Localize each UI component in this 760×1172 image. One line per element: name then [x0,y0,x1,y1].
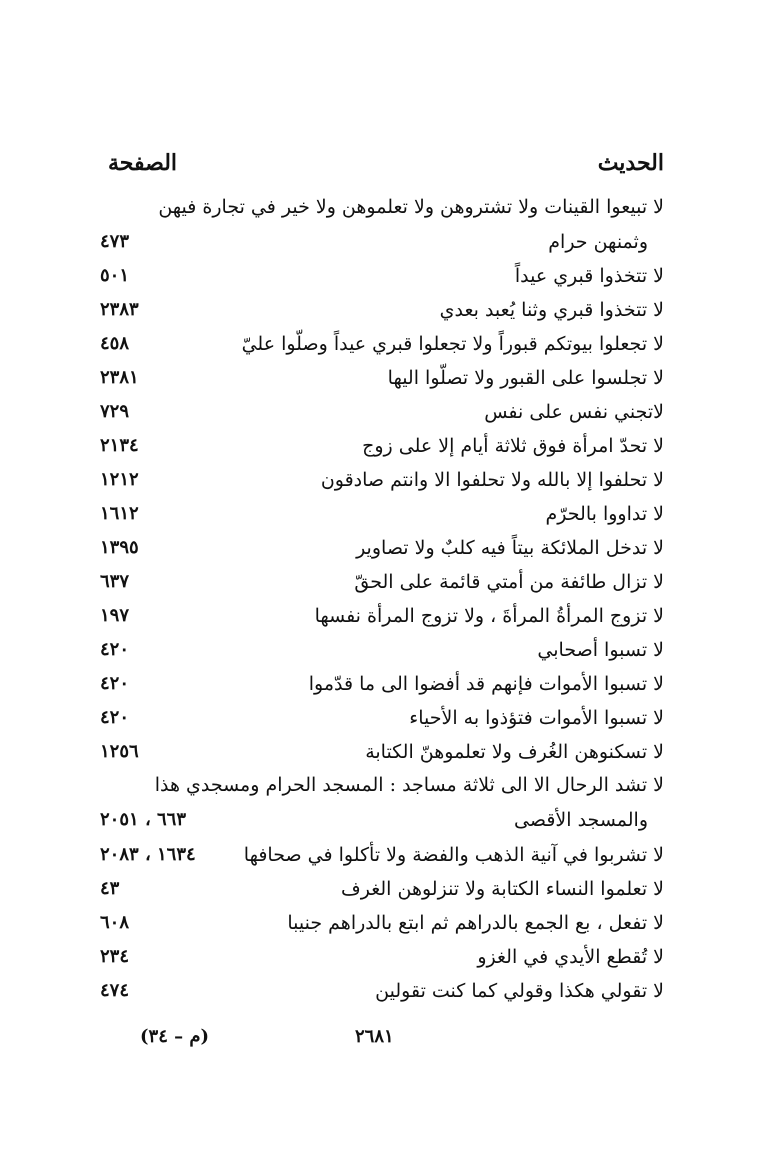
page-ref: ٤٥٨ [100,333,130,354]
hadith-line: لا تحدّ امرأة فوق ثلاثة أيام إلا على زوج [362,435,664,457]
page-ref: ٥٠١ [100,265,130,286]
hadith-line: لا تزال طائفة من أمتي قائمة على الحقّ [354,571,664,593]
hadith-line: لا تفعل ، بع الجمع بالدراهم ثم ابتع بالدراهم جنيبا [287,912,664,934]
hadith-line: لا تعلموا النساء الكتابة ولا تنزلوهن الغرف [341,878,664,900]
hadith-line: لا تشد الرحال الا الى ثلاثة مساجد : المسجد الحرام ومسجدي هذا [154,774,664,796]
page-column-header: الصفحة [108,150,178,176]
hadith-line: وثمنهن حرام [548,231,648,253]
page-ref: ٤٧٤ [100,980,130,1001]
hadith-line: لا تتخذوا قبري عيداً [514,265,664,287]
page-ref: ٤٢٠ [100,673,130,694]
page-ref: ١٩٧ [100,605,130,626]
page-ref: ٢١٣٤ [100,435,139,456]
hadith-line: لاتجني نفس على نفس [484,401,664,423]
hadith-line: لا تسبوا أصحابي [537,639,664,661]
page-ref: ١٦٣٤ ، ٢٠٨٣ [100,844,196,865]
page-ref: ١٦١٢ [100,503,139,524]
hadith-line: لا تشربوا في آنية الذهب والفضة ولا تأكلوا في صحافها [243,844,664,866]
hadith-line: لا تدخل الملائكة بيتاً فيه كلبٌ ولا تصاوير [356,537,664,559]
hadith-line: لا تداووا بالحرّم [545,503,664,525]
page-ref: ٤٢٠ [100,639,130,660]
page-ref: ٢٣٤ [100,946,130,967]
hadith-line: لا تتخذوا قبري وثنا يُعبد بعدي [439,299,664,321]
footer-signature-mark: (م – ٣٤) [140,1026,210,1047]
hadith-line: لا تُقطع الأيدي في الغزو [477,946,664,968]
hadith-line: لا تجلسوا على القبور ولا تصلّوا اليها [387,367,664,389]
hadith-line: لا تسبوا الأموات فإنهم قد أفضوا الى ما قدّموا [308,673,664,695]
page-ref: ٤٣ [100,878,120,899]
hadith-line: لا تسبوا الأموات فتؤذوا به الأحياء [409,707,664,729]
page-ref: ٤٢٠ [100,707,130,728]
hadith-line: والمسجد الأقصى [514,809,648,831]
page-ref: ٦٦٣ ، ٢٠٥١ [100,809,187,830]
page-ref: ٤٧٣ [100,231,130,252]
page-ref: ١٣٩٥ [100,537,139,558]
footer-page-number: ٢٦٨١ [355,1026,394,1047]
hadith-column-header: الحديث [597,150,664,176]
hadith-line: لا تسكنوهن الغُرف ولا تعلموهنّ الكتابة [365,741,664,763]
page-ref: ١٢٥٦ [100,741,139,762]
page-ref: ٢٣٨١ [100,367,139,388]
hadith-line: لا تقولي هكذا وقولي كما كنت تقولين [375,980,664,1002]
page-ref: ٦٠٨ [100,912,130,933]
hadith-line: لا تزوج المرأةُ المرأةَ ، ولا تزوج المرأة نفسها [314,605,664,627]
hadith-line: لا تحلفوا إلا بالله ولا تحلفوا الا وانتم صادقون [320,469,664,491]
page-ref: ٦٣٧ [100,571,130,592]
page-ref: ٢٣٨٣ [100,299,139,320]
hadith-line: لا تبيعوا القينات ولا تشتروهن ولا تعلموهن ولا خير في تجارة فيهن [158,196,664,218]
page-ref: ١٢١٢ [100,469,139,490]
hadith-line: لا تجعلوا بيوتكم قبوراً ولا تجعلوا قبري عيداً وصلّوا عليّ [241,333,664,355]
page-ref: ٧٢٩ [100,401,130,422]
